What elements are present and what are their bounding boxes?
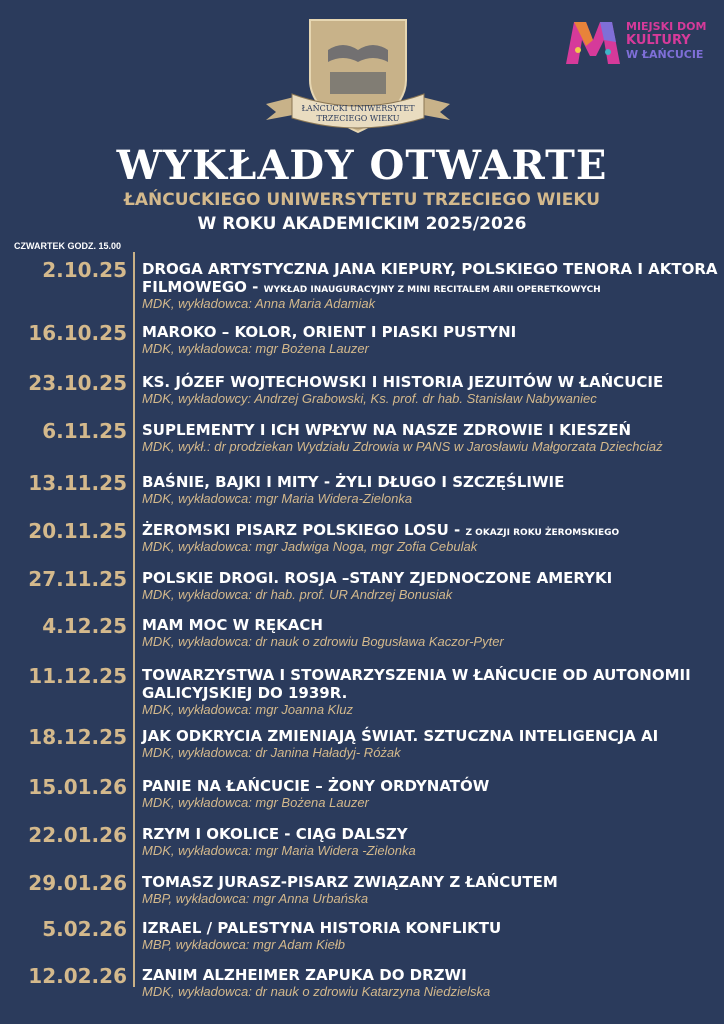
lecture-speaker: MDK, wykładowca: mgr Maria Widera -Zielonka: [142, 843, 416, 858]
mdk-logo-line3: W ŁAŃCUCIE: [626, 48, 704, 61]
lecture-title: [142, 616, 718, 634]
lecture-title-text: TOMASZ JURASZ-PISARZ ZWIĄZANY Z ŁAŃCUTEM: [142, 873, 558, 891]
lecture-title-text: PANIE NA ŁAŃCUCIE – ŻONY ORDYNATÓW: [142, 777, 490, 795]
lecture-speaker: MDK, wykładowca: mgr Joanna Kluz: [142, 702, 353, 717]
lecture-date: 20.11.25: [28, 519, 127, 543]
lecture-title: [142, 825, 718, 843]
lecture-title-text: POLSKIE DROGI. ROSJA –STANY ZJEDNOCZONE AMERYKI: [142, 569, 613, 587]
day-time-note: CZWARTEK GODZ. 15.00: [14, 241, 122, 251]
lecture-date: 6.11.25: [42, 419, 127, 443]
lecture-title: [142, 873, 718, 891]
lecture-title-text: JAK ODKRYCIA ZMIENIAJĄ ŚWIAT. SZTUCZNA INTELIGENCJA AI: [142, 727, 659, 745]
lecture-note: WYKŁAD INAUGURACYJNY Z MINI RECITALEM ARII OPERETKOWYCH: [263, 285, 601, 295]
university-emblem: [258, 10, 458, 140]
lecture-title: [142, 919, 718, 937]
lecture-date: 13.11.25: [28, 471, 127, 495]
lecture-speaker: MDK, wykładowca: Anna Maria Adamiak: [142, 296, 376, 311]
lecture-title-text: RZYM I OKOLICE - CIĄG DALSZY: [142, 825, 408, 843]
lecture-title: [142, 666, 718, 702]
mdk-logo: [564, 16, 714, 72]
lecture-speaker: MDK, wykładowca: dr hab. prof. UR Andrzej Bonusiak: [142, 587, 453, 602]
lecture-title-text: BAŚNIE, BAJKI I MITY - ŻYLI DŁUGO I SZCZĘŚLIWIE: [142, 473, 565, 491]
lecture-date: 18.12.25: [28, 725, 127, 749]
lecture-title-text: MAM MOC W RĘKACH: [142, 616, 323, 634]
mdk-logo-line2: KULTURY: [626, 33, 691, 48]
lecture-date: 2.10.25: [42, 258, 127, 282]
lecture-title-text: DROGA ARTYSTYCZNA JANA KIEPURY, POLSKIEGO TENORA I AKTORA FILMOWEGO -: [142, 260, 718, 296]
lecture-title: [142, 777, 718, 795]
academic-year: W ROKU AKADEMICKIM 2025/2026: [197, 214, 527, 234]
emblem-banner-line2: TRZECIEGO WIEKU: [316, 114, 400, 123]
lecture-speaker: MDK, wykładowca: dr Janina Haładyj- Różak: [142, 745, 401, 760]
lecture-date: 15.01.26: [28, 775, 127, 799]
lecture-title: [142, 727, 718, 745]
lecture-title-text: ŻEROMSKI PISARZ POLSKIEGO LOSU -: [142, 521, 461, 539]
lecture-title-text: KS. JÓZEF WOJTECHOWSKI I HISTORIA JEZUITÓW W ŁAŃCUCIE: [142, 373, 664, 391]
lecture-date: 29.01.26: [28, 871, 127, 895]
lecture-date: 16.10.25: [28, 321, 127, 345]
lecture-title: [142, 323, 718, 341]
lecture-speaker: MDK, wykładowca: mgr Bożena Lauzer: [142, 795, 369, 810]
lecture-title-text: ZANIM ALZHEIMER ZAPUKA DO DRZWI: [142, 966, 467, 984]
lecture-title: [142, 966, 718, 984]
page-subtitle: ŁAŃCUCKIEGO UNIWERSYTETU TRZECIEGO WIEKU: [123, 190, 601, 210]
lecture-speaker: MDK, wykł.: dr prodziekan Wydziału Zdrowia w PANS w Jarosławiu Małgorzata Dziechciaż: [142, 439, 663, 454]
lecture-speaker: MDK, wykładowca: dr nauk o zdrowiu Katarzyna Niedzielska: [142, 984, 491, 999]
lecture-title: [142, 473, 718, 491]
lecture-speaker: MBP, wykładowca: mgr Anna Urbańska: [142, 891, 369, 906]
mdk-logo-line1: MIEJSKI DOM: [626, 20, 707, 33]
lecture-speaker: MDK, wykładowca: mgr Maria Widera-Zielonka: [142, 491, 413, 506]
emblem-banner-line1: ŁAŃCUCKI UNIWERSYTET: [301, 104, 415, 113]
lecture-title-text: MAROKO – KOLOR, ORIENT I PIASKI PUSTYNI: [142, 323, 517, 341]
lecture-date: 27.11.25: [28, 567, 127, 591]
lecture-speaker: MDK, wykładowcy: Andrzej Grabowski, Ks. prof. dr hab. Stanisław Nabywaniec: [142, 391, 597, 406]
lecture-date: 11.12.25: [28, 664, 127, 688]
lecture-title: [142, 569, 718, 587]
timeline-divider: [133, 252, 135, 987]
lecture-date: 23.10.25: [28, 371, 127, 395]
lecture-title: [142, 421, 718, 439]
lecture-note: Z OKAZJI ROKU ŻEROMSKIEGO: [465, 528, 620, 538]
lecture-date: 12.02.26: [28, 964, 127, 988]
lecture-title-text: IZRAEL / PALESTYNA HISTORIA KONFLIKTU: [142, 919, 502, 937]
lecture-title: [142, 373, 718, 391]
lecture-speaker: MDK, wykładowca: mgr Bożena Lauzer: [142, 341, 369, 356]
lecture-date: 4.12.25: [42, 614, 127, 638]
lecture-title-text: TOWARZYSTWA I STOWARZYSZENIA W ŁAŃCUCIE OD AUTONOMII GALICYJSKIEJ DO 1939R.: [142, 666, 691, 702]
lecture-speaker: MDK, wykładowca: dr nauk o zdrowiu Bogusława Kaczor-Pyter: [142, 634, 504, 649]
page-title: WYKŁADY OTWARTE: [116, 142, 608, 189]
lecture-speaker: MDK, wykładowca: mgr Jadwiga Noga, mgr Zofia Cebulak: [142, 539, 478, 554]
lecture-speaker: MBP, wykładowca: mgr Adam Kiełb: [142, 937, 346, 952]
lecture-date: 5.02.26: [42, 917, 127, 941]
lecture-title-text: SUPLEMENTY I ICH WPŁYW NA NASZE ZDROWIE I KIESZEŃ: [142, 421, 632, 439]
mdk-m-logo-icon: [564, 16, 622, 68]
lecture-date: 22.01.26: [28, 823, 127, 847]
lecture-title: [142, 260, 718, 299]
